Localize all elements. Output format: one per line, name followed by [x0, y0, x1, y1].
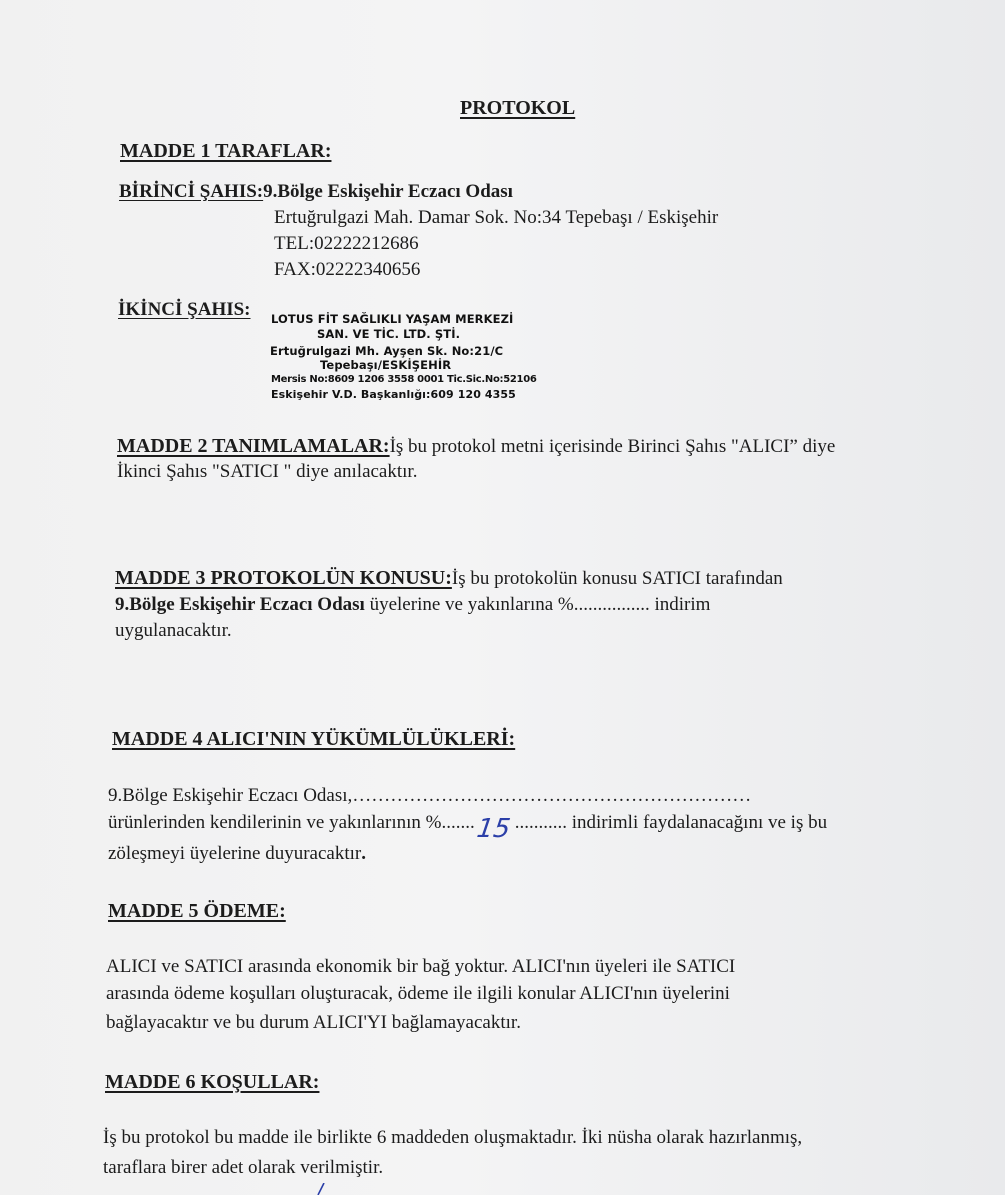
madde4-text-3: zöleşmeyi üyelerine duyuracaktır — [108, 843, 362, 864]
madde4-line-2 — [108, 812, 828, 844]
madde5-line-3: bağlayacaktır ve bu durum ALICI'YI bağlamayacaktır. — [106, 1012, 521, 1033]
birinci-sahis-line — [119, 181, 513, 203]
ikinci-sahis-label: İKİNCİ ŞAHIS: — [118, 299, 251, 320]
stamp-line-6: Eskişehir V.D. Başkanlığı:609 120 4355 — [271, 388, 516, 401]
madde2-line-2: İkinci Şahıs "SATICI " diye anılacaktır. — [117, 461, 418, 482]
birinci-sahis-tel: TEL:02222212686 — [274, 233, 419, 254]
stamp-line-1: LOTUS FİT SAĞLIKLI YAŞAM MERKEZİ — [271, 312, 514, 326]
madde3-line-2 — [115, 594, 710, 616]
madde1-heading: MADDE 1 TARAFLAR: — [120, 140, 332, 162]
madde5-heading: MADDE 5 ÖDEME: — [108, 900, 286, 922]
birinci-sahis-label: BİRİNCİ ŞAHIS: — [119, 181, 264, 202]
madde4-line-3 — [108, 843, 366, 865]
pen-mark — [312, 1183, 332, 1195]
madde2-line-1 — [117, 435, 835, 458]
madde2-heading: MADDE 2 TANIMLAMALAR: — [117, 435, 390, 457]
madde4-text-2a: ürünlerinden kendilerinin ve yakınlarının %....... — [108, 812, 475, 833]
madde6-line-2: taraflara birer adet olarak verilmiştir. — [103, 1157, 384, 1178]
madde4-line-1: 9.Bölge Eskişehir Eczacı Odası,……………………………………………………… — [108, 785, 752, 806]
stamp-line-5: Mersis No:8609 1206 3558 0001 Tic.Sic.No:52106 — [271, 374, 537, 385]
document-title: PROTOKOL — [460, 97, 576, 119]
madde6-line-1: İş bu protokol bu madde ile birlikte 6 maddeden oluşmaktadır. İki nüsha olarak hazırlanmış, — [103, 1127, 803, 1148]
madde3-text-1: İş bu protokolün konusu SATICI tarafından — [451, 568, 783, 589]
stamp-line-2: SAN. VE TİC. LTD. ŞTİ. — [317, 327, 461, 341]
madde6-heading: MADDE 6 KOŞULLAR: — [105, 1071, 320, 1093]
birinci-sahis-fax: FAX:02222340656 — [274, 259, 421, 280]
madde3-text-2: üyelerine ve yakınlarına %................ indirim — [364, 594, 711, 615]
handwritten-percentage: 15 — [474, 814, 512, 844]
madde3-line-3: uygulanacaktır. — [115, 620, 232, 641]
madde2-text-1: İş bu protokol metni içerisinde Birinci Şahıs "ALICI” diye — [389, 436, 836, 457]
madde5-line-2: arasında ödeme koşulları oluşturacak, ödeme ile ilgili konular ALICI'nın üyelerini — [106, 983, 730, 1004]
madde3-line-1 — [115, 567, 783, 590]
birinci-sahis-address: Ertuğrulgazi Mah. Damar Sok. No:34 Tepebaşı / Eskişehir — [274, 207, 719, 228]
stamp-line-4: Tepebaşı/ESKİŞEHİR — [320, 358, 452, 372]
madde5-line-1: ALICI ve SATICI arasında ekonomik bir bağ yoktur. ALICI'nın üyeleri ile SATICI — [106, 956, 736, 977]
madde4-heading: MADDE 4 ALICI'NIN YÜKÜMLÜLÜKLERİ: — [112, 728, 516, 750]
madde4-period: . — [361, 843, 366, 864]
birinci-sahis-name: 9.Bölge Eskişehir Eczacı Odası — [263, 181, 513, 202]
stamp-line-3: Ertuğrulgazi Mh. Ayşen Sk. No:21/C — [270, 344, 504, 358]
madde3-heading: MADDE 3 PROTOKOLÜN KONUSU: — [115, 567, 452, 589]
madde4-text-2b: ........... indirimli faydalanacağını ve iş bu — [514, 812, 828, 833]
madde3-org-name: 9.Bölge Eskişehir Eczacı Odası — [115, 594, 365, 615]
